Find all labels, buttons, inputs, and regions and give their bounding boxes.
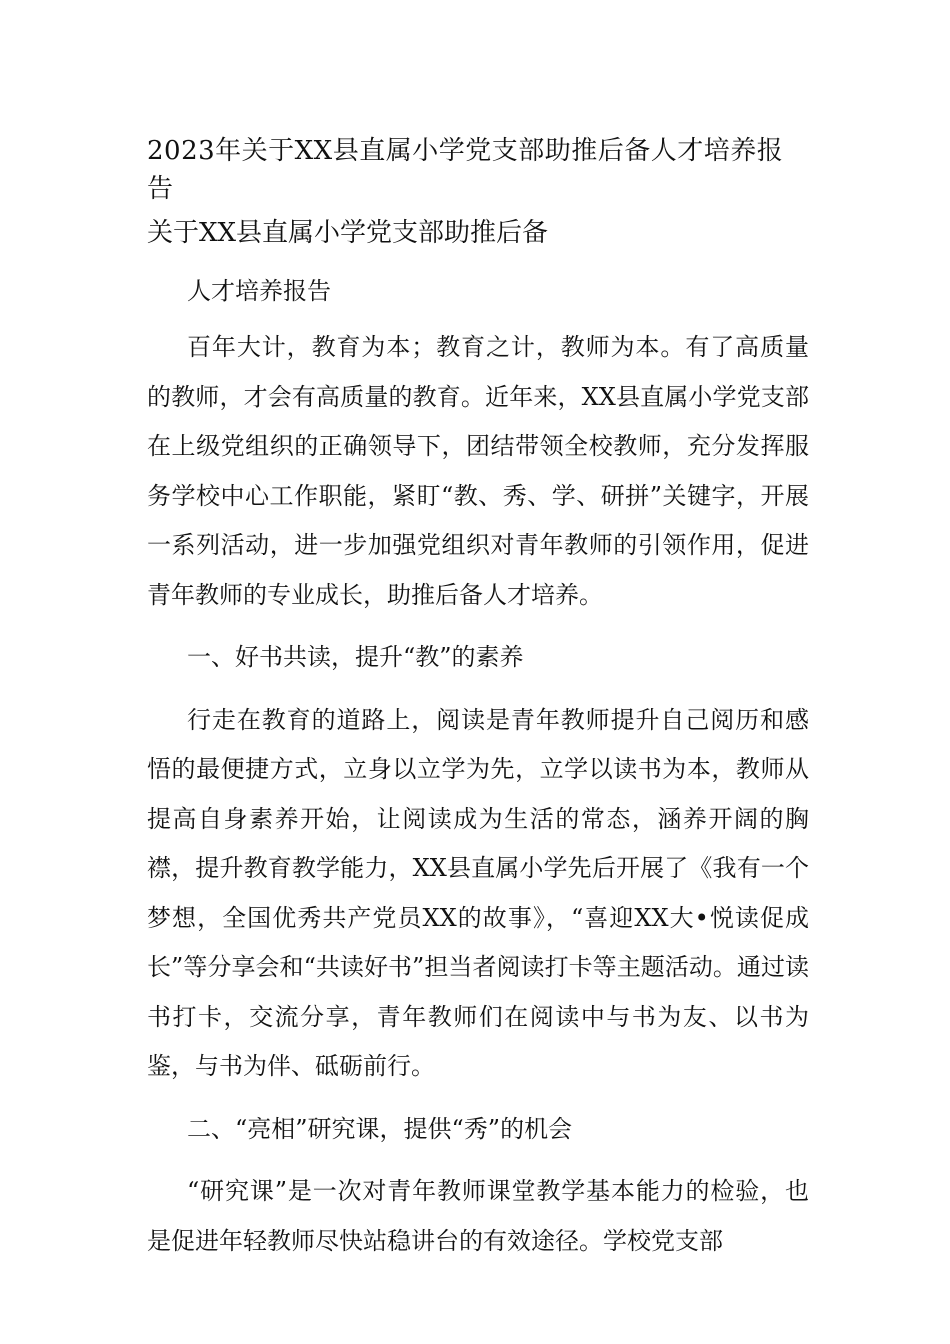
document-body [147,132,809,1266]
section-2-paragraph: “研究课”是一次对青年教师课堂教学基本能力的检验，也是促进年轻教师尽快站稳讲台的有效途径。学校党支部 [147,1177,809,1255]
document-title: 2023年关于XX县直属小学党支部助推后备人才培养报告 [147,136,784,204]
section-1-paragraph: 行走在教育的道路上，阅读是青年教师提升自己阅历和感悟的最便捷方式，立身以立学为先，立学以读书为本，教师从提高自身素养开始，让阅读成为生活的常态，涵养开阔的胸襟，提升教育教学能力，XX县直属小学先后开展了《我有一个梦想，全国优秀共产党员XX的故事》，“喜迎XX大•悦读促成长”等分享会和“共读好书”担当者阅读打卡等主题活动。通过读书打卡，交流分享，青年教师们在阅读中与书为友、以书为鉴，与书为伴、砥砺前行。 [147,705,809,1080]
section-heading-1: 一、好书共读，提升“教”的素养 [187,643,524,671]
section-heading-2: 二、“亮相”研究课，提供“秀”的机会 [187,1114,573,1143]
document-subtitle: 关于XX县直属小学党支部助推后备 [147,218,549,248]
document-subtitle-continued: 人才培养报告 [187,277,331,305]
intro-paragraph: 百年大计，教育为本；教育之计，教师为本。有了高质量的教师，才会有高质量的教育。近年来，XX县直属小学党支部在上级党组织的正确领导下，团结带领全校教师，充分发挥服务学校中心工作职能，紧盯“教、秀、学、研拼”关键字，开展一系列活动，进一步加强党组织对青年教师的引领作用，促进青年教师的专业成长，助推后备人才培养。 [147,333,809,609]
